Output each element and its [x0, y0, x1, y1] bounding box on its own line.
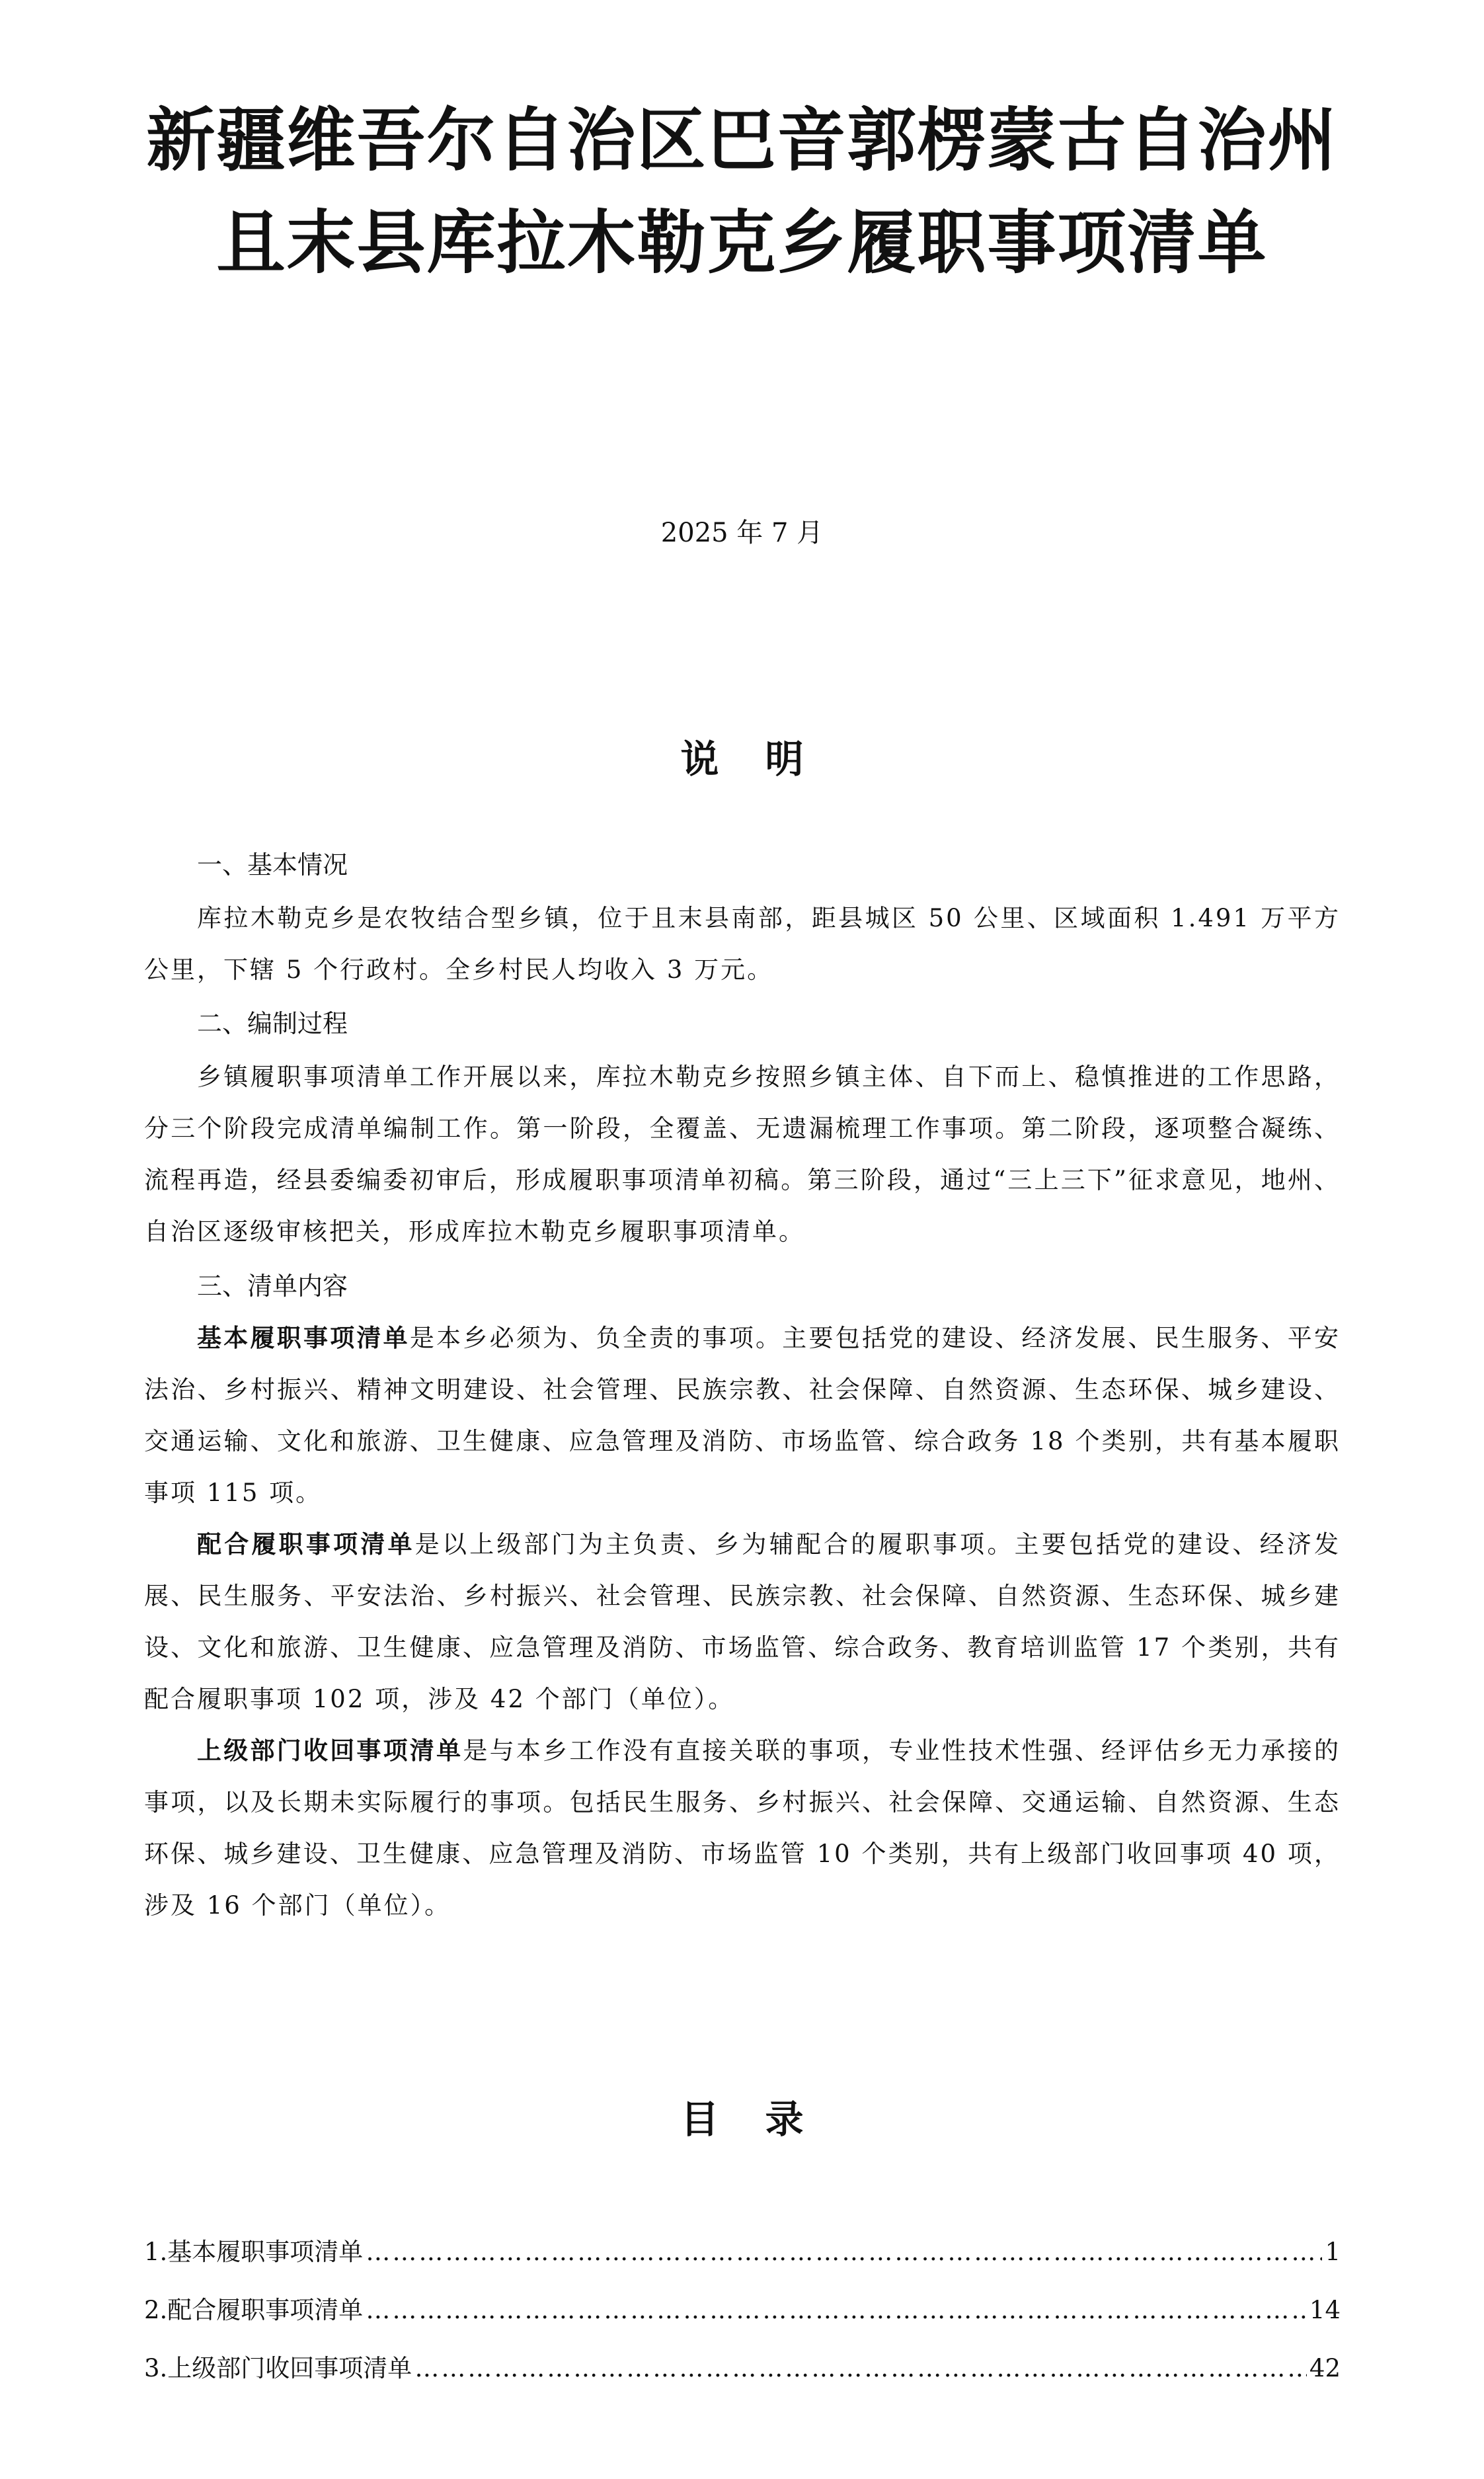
- paragraph-text: 是与本乡工作没有直接关联的事项，专业性技术性强、经评估乡无力承接的事项，以及长期未实际履行的事项。包括民生服务、乡村振兴、社会保障、交通运输、自然资源、生态环保、城乡建设、卫生健康、应急管理及消防、市场监管 10 个类别，共有上级部门收回事项 40 项，涉及 16 个部门（单位）。: [144, 1736, 1341, 1920]
- toc-item-page: 1: [1325, 2238, 1341, 2266]
- toc-leader-dots: [414, 2350, 1307, 2387]
- toc-item[interactable]: [144, 2234, 1341, 2292]
- toc-leader-dots: [366, 2234, 1322, 2271]
- toc-item-label[interactable]: 2.配合履职事项清单: [144, 2296, 364, 2324]
- toc-item[interactable]: [144, 2292, 1341, 2350]
- document-title-line-2: 且末县库拉木勒克乡履职事项清单: [216, 202, 1268, 283]
- toc-heading: 目录: [680, 2097, 850, 2142]
- document-date: 2025 年 7 月: [660, 518, 824, 548]
- paragraph-lead: 配合履职事项清单: [197, 1530, 415, 1559]
- toc-leader-dots: [366, 2292, 1307, 2329]
- section-heading-list-content: 三、清单内容: [197, 1272, 348, 1301]
- paragraph-text: 乡镇履职事项清单工作开展以来，库拉木勒克乡按照乡镇主体、自下而上、稳慎推进的工作思路，分三个阶段完成清单编制工作。第一阶段，全覆盖、无遗漏梳理工作事项。第二阶段，逐项整合凝练、流程再造，经县委编委初审后，形成履职事项清单初稿。第三阶段，通过“三上三下”征求意见，地州、自治区逐级审核把关，形成库拉木勒克乡履职事项清单。: [144, 1063, 1341, 1246]
- paragraph-text: 库拉木勒克乡是农牧结合型乡镇，位于且末县南部，距县城区 50 公里、区域面积 1.491 万平方公里，下辖 5 个行政村。全乡村民人均收入 3 万元。: [144, 904, 1341, 984]
- toc-item-page: 14: [1309, 2296, 1341, 2324]
- toc-item-label[interactable]: 1.基本履职事项清单: [144, 2238, 364, 2266]
- table-of-contents: [144, 2234, 1341, 2408]
- paragraph-cooperative-duties: [144, 1519, 1341, 1725]
- section-heading-basic-situation: 一、基本情况: [197, 850, 348, 879]
- paragraph-basic-duties: [144, 1313, 1341, 1519]
- paragraph-reclaimed-items: [144, 1725, 1341, 1931]
- section-body-compilation-process: [144, 1051, 1341, 1258]
- paragraph: [144, 893, 1341, 996]
- section-heading-compilation-process: 二、编制过程: [197, 1009, 348, 1038]
- paragraph-lead: 基本履职事项清单: [197, 1324, 410, 1352]
- toc-item[interactable]: [144, 2350, 1341, 2408]
- paragraph-text: 是本乡必须为、负全责的事项。主要包括党的建设、经济发展、民生服务、平安法治、乡村振兴、精神文明建设、社会管理、民族宗教、社会保障、自然资源、生态环保、城乡建设、交通运输、文化和旅游、卫生健康、应急管理及消防、市场监管、综合政务 18 个类别，共有基本履职事项 115 项。: [144, 1324, 1341, 1507]
- toc-item-page: 42: [1309, 2354, 1341, 2382]
- section-body-list-content: [144, 1313, 1341, 1931]
- explanation-heading: 说明: [680, 737, 850, 782]
- toc-item-label[interactable]: 3.上级部门收回事项清单: [144, 2354, 412, 2382]
- document-title-line-1: 新疆维吾尔自治区巴音郭楞蒙古自治州: [146, 100, 1338, 181]
- section-body-basic-situation: [144, 893, 1341, 996]
- paragraph: [144, 1051, 1341, 1258]
- paragraph-text: 是以上级部门为主负责、乡为辅配合的履职事项。主要包括党的建设、经济发展、民生服务、平安法治、乡村振兴、社会管理、民族宗教、社会保障、自然资源、生态环保、城乡建设、文化和旅游、卫生健康、应急管理及消防、市场监管、综合政务、教育培训监管 17 个类别，共有配合履职事项 102 项，涉及 42 个部门（单位）。: [144, 1530, 1341, 1713]
- paragraph-lead: 上级部门收回事项清单: [197, 1736, 463, 1765]
